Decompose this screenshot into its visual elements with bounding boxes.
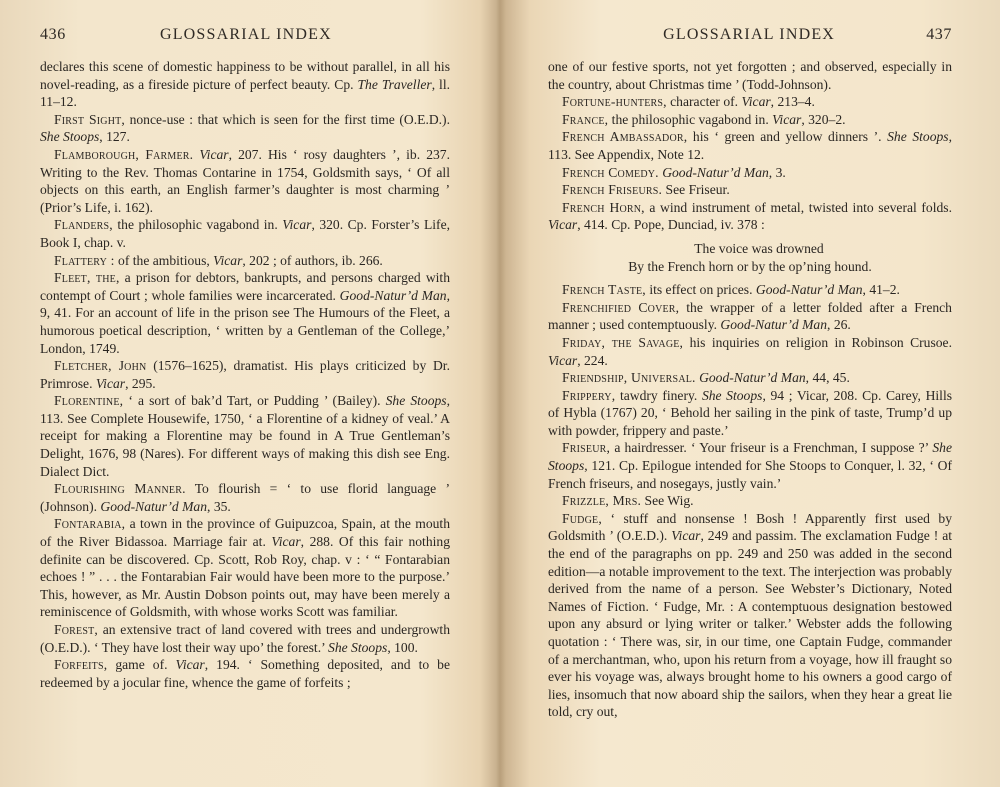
running-head [548,26,952,44]
index-entry: Flourishing Manner. To flourish = ‘ to use florid language ’ (Johnson). Good-Natur’d Man, 35. [40,481,450,514]
index-entry: Fudge, ‘ stuff and nonsense ! Bosh ! Apparently first used by Goldsmith ’ (O.E.D.). Vicar, 249 and passim. The exclamation Fudge ! at the end of the paragraphs on pp. 249 and 250 was added in the second edition—a notable improvement to the text. The interjection was probably derived from the name of a person. See Webster’s Dictionary, Noted Names of Fiction. ‘ Fudge, Mr. : A contemptuous designation bestowed upon any absurd or lying writer or talker.’ Webster adds the following quotation : ‘ There was, sir, in our time, one Captain Fudge, commander of a merchantman, who, upon his return from a voyage, how ill fraught so ever his voyage was, always brought home to his owners a good cargo of lies, insomuch that now aboard ship the sailors, when they hear a great lie told, cry out, [548,510,953,720]
index-entry: Forest, an extensive tract of land covered with trees and undergrowth (O.E.D.). ‘ They have lost their way upo’ the forest.’ She Stoops, 100. [40,622,450,655]
verse-quotation [548,240,952,275]
page-number: 436 [40,26,66,43]
page-number: 437 [926,26,952,43]
index-entry: Fleet, the, a prison for debtors, bankrupts, and persons charged with contempt of Court ; whole families were incarcerated. Good-Natur’d Man, 9, 41. For an account of life in the prison see The Humours of the Fleet, a humorous poetical description, ‘ written by a Gentleman of the College,’ London, 1749. [40,270,450,356]
index-entry: French Ambassador, his ‘ green and yellow dinners ’. She Stoops, 113. See Appendix, Note 12. [548,129,952,162]
index-entry: Friday, the Savage, his inquiries on religion in Robinson Crusoe. Vicar, 224. [548,334,952,368]
index-entry: Flattery : of the ambitious, Vicar, 202 ; of authors, ib. 266. [54,252,383,268]
index-entry: one of our festive sports, not yet forgotten ; and observed, especially in the country, about Christmas time ’ (Todd-Johnson). [548,59,952,92]
running-head-title: GLOSSARIAL INDEX [663,26,836,43]
index-entry: French Friseurs. See Friseur. [562,182,730,198]
index-entry: Frippery, tawdry finery. She Stoops, 94 ; Vicar, 208. Cp. Carey, Hills of Hybla (1767) 20, ‘ Behold her sailing in the pink of taste, Trump’d up with powder, frippery and paste.’ [548,387,953,438]
index-entry: declares this scene of domestic happiness to be without parallel, in all his novel-reading, as a fireside picture of perfect beauty. Cp. The Traveller, ll. 11–12. [40,59,451,110]
running-head [40,26,450,44]
index-entry: Frizzle, Mrs. See Wig. [562,493,694,509]
index-entry: France, the philosophic vagabond in. Vicar, 320–2. [562,111,846,127]
verse-line: By the French horn or by the op’ning hound. [628,258,872,274]
index-entry: French Taste, its effect on prices. Good-Natur’d Man, 41–2. [562,282,900,298]
index-entry: Flanders, the philosophic vagabond in. Vicar, 320. Cp. Forster’s Life, Book I, chap. v. [40,217,450,250]
index-entry: Fletcher, John (1576–1625), dramatist. His plays criticized by Dr. Primrose. Vicar, 295. [40,358,450,391]
index-entry: First Sight, nonce-use : that which is seen for the first time (O.E.D.). She Stoops, 127. [40,111,450,145]
index-entry: Friseur, a hairdresser. ‘ Your friseur is a Frenchman, I suppose ?’ She Stoops, 121. Cp. Epilogue intended for She Stoops to Conquer, l. 32, ‘ Of French friseurs, and nosegays, justly vain.’ [548,440,952,491]
verse-line: The voice was drowned [694,240,824,256]
index-entry: Fortune-hunters, character of. Vicar, 213–4. [562,94,815,110]
running-head-title: GLOSSARIAL INDEX [159,26,332,43]
index-entry: Forfeits, game of. Vicar, 194. ‘ Something deposited, and to be redeemed by a jocular fine, whence the game of forfeits ; [40,657,450,690]
left-entries [40,58,450,691]
index-entry: Florentine, ‘ a sort of bak’d Tart, or Pudding ’ (Bailey). She Stoops, 113. See Complete Housewife, 1750, ‘ a Florentine of a kidney of veal.’ A receipt for making a Florentine may be found in A True Gentleman’s Delight, 1676, 98 (Nares). For different ways of making this dish see Eng. Dialect Dict. [40,393,451,479]
right-page [500,0,1000,787]
index-entry: Frenchified Cover, the wrapper of a letter folded after a French manner ; used contemptuously. Good-Natur’d Man, 26. [548,299,952,333]
index-entry: Friendship, Universal. Good-Natur’d Man, 44, 45. [562,370,850,386]
index-entry: Fontarabia, a town in the province of Guipuzcoa, Spain, at the mouth of the River Bidassoa. Marriage fair at. Vicar, 288. Of this fair nothing definite can be discovered. Cp. Scott, Rob Roy, chap. v : ‘ “ Fontarabian echoes ! ” . . . the Fontarabian Fair would have been more to the purpose.’ This, however, as Mr. Austin Dobson points out, may have been merely a reminiscence of Goldsmith, with whose works Scott was familiar. [40,516,450,620]
index-entry: French Horn, a wind instrument of metal, twisted into several folds. Vicar, 414. Cp. Pope, Dunciad, iv. 378 : [548,199,952,233]
right-entries [548,58,952,721]
index-entry: French Comedy. Good-Natur’d Man, 3. [562,164,786,180]
index-entry: Flamborough, Farmer. Vicar, 207. His ‘ rosy daughters ’, ib. 237. Writing to the Rev. Thomas Contarine in 1754, Goldsmith says, ‘ Of all objects on this earth, an English farmer’s daughter is most charming ’ (Prior’s Life, i. 162). [40,146,450,215]
